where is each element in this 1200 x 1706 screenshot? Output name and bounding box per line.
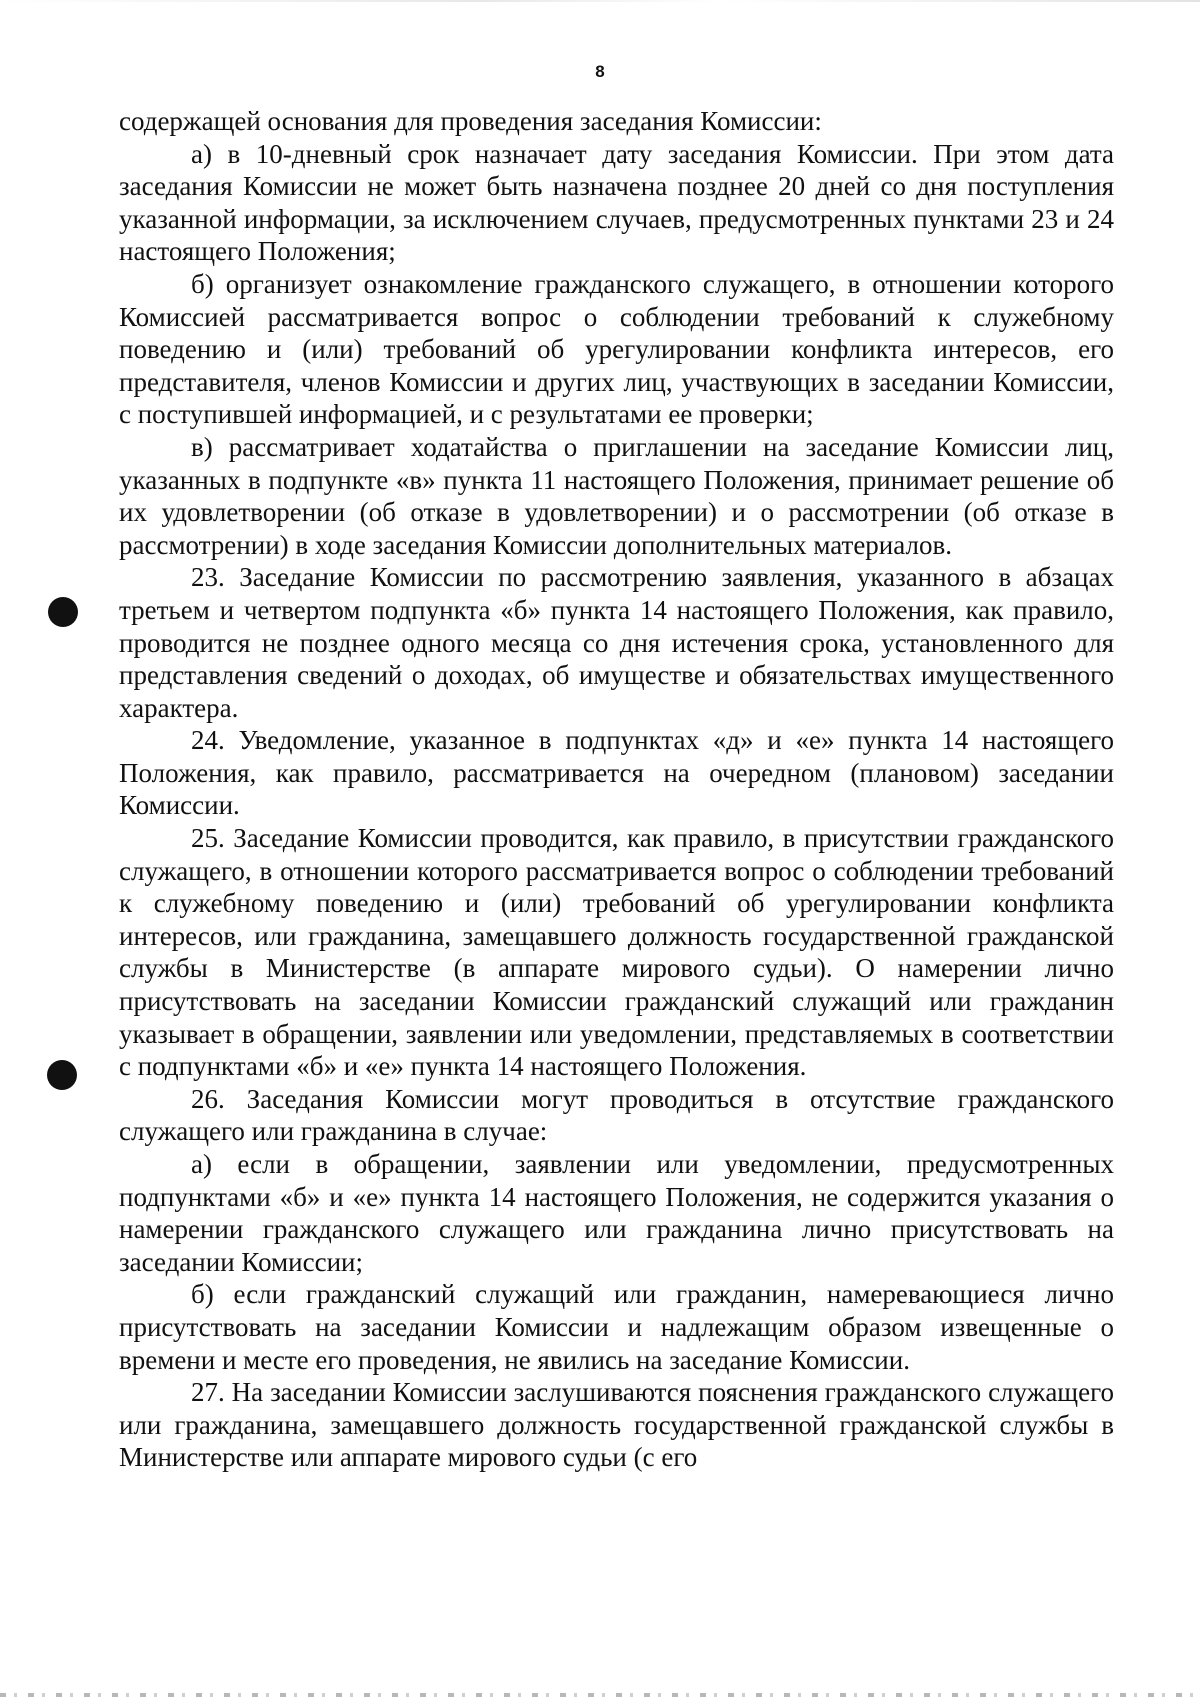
paragraph-clause-26-b: б) если гражданский служащий или гражданин, намеревающиеся лично присутствовать на заседании Комиссии и надлежащим образом извещенные о времени и месте его проведения, не явились на заседание Комиссии.: [119, 1279, 1114, 1375]
paragraph-item-a: а) в 10-дневный срок назначает дату заседания Комиссии. При этом дата заседания Комиссии не может быть назначена позднее 20 дней со дня поступления указанной информации, за исключением случаев, предусмотренных пунктами 23 и 24 настоящего Положения;: [119, 138, 1114, 267]
paragraph-clause-23: 23. Заседание Комиссии по рассмотрению заявления, указанного в абзацах третьем и четвертом подпункта «б» пункта 14 настоящего Положения, как правило, проводится не позднее одного месяца со дня истечения срока, установленного для представления сведений о доходах, об имуществе и обязательствах имущественного характера.: [119, 562, 1114, 723]
hole-punch-mark-bottom: [47, 1060, 77, 1090]
scan-bottom-edge: [0, 1693, 1200, 1697]
paragraph-clause-24: 24. Уведомление, указанное в подпунктах «д» и «е» пункта 14 настоящего Положения, как правило, рассматривается на очередном (плановом) заседании Комиссии.: [119, 725, 1114, 821]
paragraph-clause-26-a: а) если в обращении, заявлении или уведомлении, предусмотренных подпунктами «б» и «е» пункта 14 настоящего Положения, не содержится указания о намерении гражданского служащего или гражданина лично присутствовать на заседании Комиссии;: [119, 1149, 1114, 1277]
paragraph-clause-27: 27. На заседании Комиссии заслушиваются пояснения гражданского служащего или гражданина, замещавшего должность государственной гражданской службы в Министерстве или аппарате мирового судьи (с его: [119, 1377, 1114, 1473]
paragraph-clause-25: 25. Заседание Комиссии проводится, как правило, в присутствии гражданского служащего, в отношении которого рассматривается вопрос о соблюдении требований к служебному поведению и (или) требований об урегулировании конфликта интересов, или гражданина, замещавшего должность государственной гражданской службы в Министерстве (в аппарате мирового судьи). О намерении лично присутствовать на заседании Комиссии гражданский служащий или гражданин указывает в обращении, заявлении или уведомлении, представляемых в соответствии с подпунктами «б» и «е» пункта 14 настоящего Положения.: [119, 823, 1114, 1082]
page-number: 8: [595, 62, 605, 81]
hole-punch-mark-top: [48, 597, 78, 627]
scan-top-edge: [0, 0, 1200, 2]
paragraph-continuation: содержащей основания для проведения заседания Комиссии:: [119, 106, 822, 136]
paragraph-item-b: б) организует ознакомление гражданского служащего, в отношении которого Комиссией рассматривается вопрос о соблюдении требований к служебному поведению и (или) требований об урегулировании конфликта интересов, его представителя, членов Комиссии и других лиц, участвующих в заседании Комиссии, с поступившей информацией, и с результатами ее проверки;: [119, 268, 1114, 430]
document-body: [119, 105, 1114, 1474]
paragraph-clause-26: 26. Заседания Комиссии могут проводиться в отсутствие гражданского служащего или гражданина в случае:: [119, 1083, 1114, 1147]
paragraph-item-v: в) рассматривает ходатайства о приглашении на заседание Комиссии лиц, указанных в подпункте «в» пункта 11 настоящего Положения, принимает решение об их удовлетворении (об отказе в удовлетворении) и о рассмотрении (об отказе в рассмотрении) в ходе заседания Комиссии дополнительных материалов.: [119, 431, 1114, 560]
